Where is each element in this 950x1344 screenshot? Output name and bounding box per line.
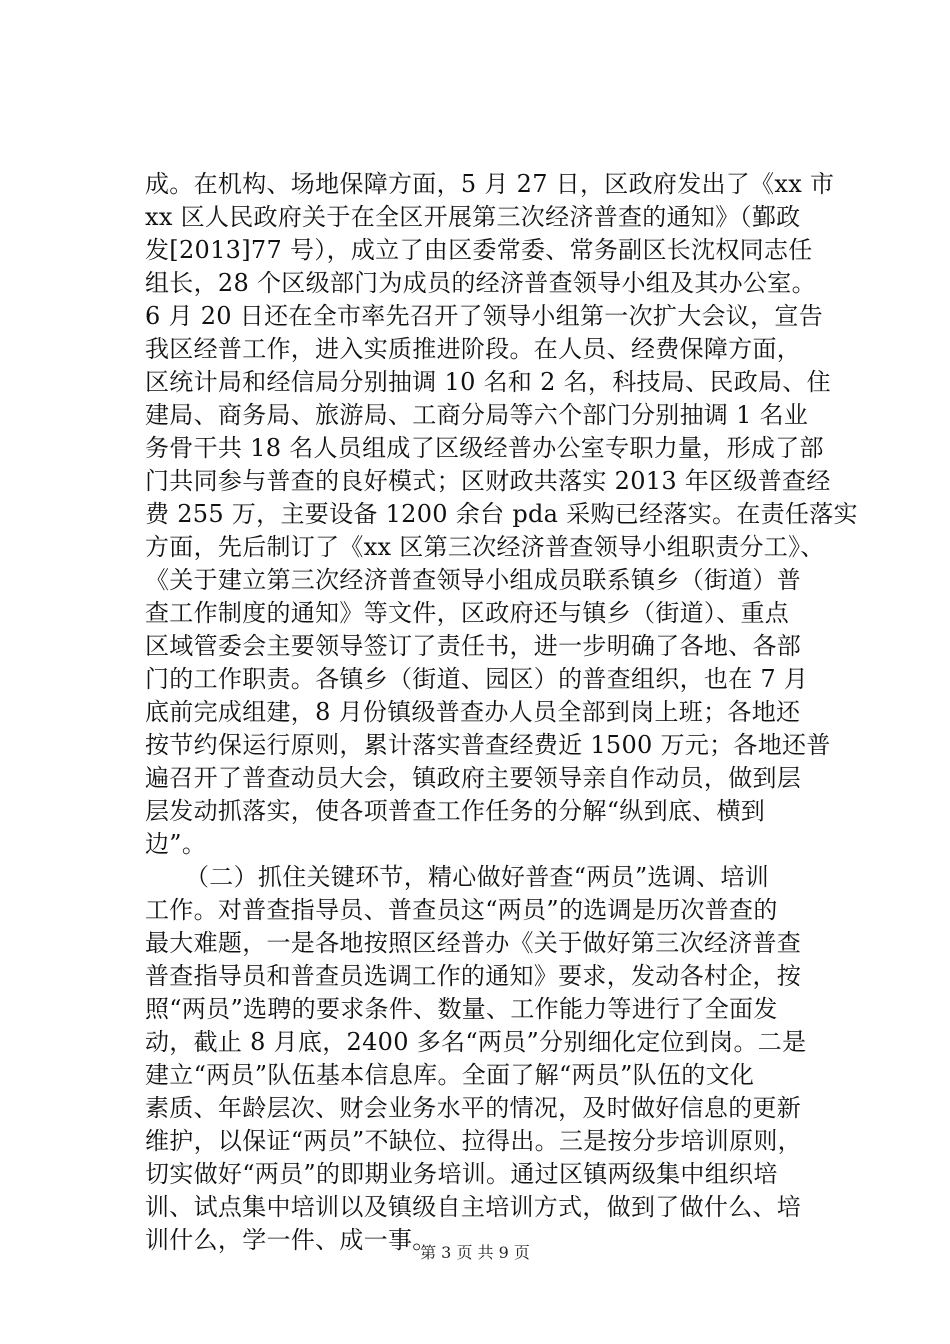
text-line: 门共同参与普查的良好模式；区财政共落实 2013 年区级普查经 bbox=[145, 467, 831, 495]
text-line: 方面，先后制订了《xx 区第三次经济普查领导小组职责分工》、 bbox=[145, 533, 825, 561]
body-text bbox=[145, 168, 858, 1257]
text-line: 训、试点集中培训以及镇级自主培训方式，做到了做什么、培 bbox=[145, 1193, 802, 1221]
text-line: 我区经普工作，进入实质推进阶段。在人员、经费保障方面， bbox=[145, 335, 802, 363]
text-line: 建局、商务局、旅游局、工商分局等六个部门分别抽调 1 名业 bbox=[145, 401, 809, 429]
text-line: 组长，28 个区级部门为成员的经济普查领导小组及其办公室。 bbox=[145, 269, 816, 297]
text-line: 素质、年龄层次、财会业务水平的情况，及时做好信息的更新 bbox=[145, 1094, 802, 1122]
text-line: 查工作制度的通知》等文件，区政府还与镇乡（街道）、重点 bbox=[145, 599, 790, 627]
text-line: 切实做好“两员”的即期业务培训。通过区镇两级集中组织培 bbox=[145, 1160, 778, 1188]
text-line: xx 区人民政府关于在全区开展第三次经济普查的通知》（鄞政 bbox=[145, 203, 801, 231]
text-line: 区统计局和经信局分别抽调 10 名和 2 名，科技局、民政局、住 bbox=[145, 368, 831, 396]
text-line: 边”。 bbox=[145, 830, 207, 858]
text-line: 遍召开了普查动员大会，镇政府主要领导亲自作动员，做到层 bbox=[145, 764, 802, 792]
text-line: 维护，以保证“两员”不缺位、拉得出。三是按分步培训原则， bbox=[145, 1127, 802, 1155]
page-footer: 第 3 页 共 9 页 bbox=[420, 1243, 530, 1262]
text-line: 费 255 万，主要设备 1200 余台 pda 采购已经落实。在责任落实 bbox=[145, 500, 858, 528]
text-line: 区域管委会主要领导签订了责任书，进一步明确了各地、各部 bbox=[145, 632, 802, 660]
text-line: 6 月 20 日还在全市率先召开了领导小组第一次扩大会议，宣告 bbox=[145, 302, 823, 330]
text-line: 普查指导员和普查员选调工作的通知》要求，发动各村企，按 bbox=[145, 962, 802, 990]
text-line: 《关于建立第三次经济普查领导小组成员联系镇乡（街道）普 bbox=[145, 566, 802, 594]
text-line: 照“两员”选聘的要求条件、数量、工作能力等进行了全面发 bbox=[145, 995, 778, 1023]
text-line: 务骨干共 18 名人员组成了区级经普办公室专职力量，形成了部 bbox=[145, 434, 824, 462]
text-line: 底前完成组建，8 月份镇级普查办人员全部到岗上班；各地还 bbox=[145, 698, 801, 726]
text-line: 训什么，学一件、成一事。 bbox=[145, 1226, 437, 1254]
text-line: 层发动抓落实，使各项普查工作任务的分解“纵到底、横到 bbox=[145, 797, 766, 825]
text-line: 建立“两员”队伍基本信息库。全面了解“两员”队伍的文化 bbox=[145, 1061, 755, 1089]
paragraph-start-line: （二）抓住关键环节，精心做好普查“两员”选调、培训 bbox=[185, 863, 770, 891]
text-line: 按节约保运行原则，累计落实普查经费近 1500 万元；各地还普 bbox=[145, 731, 831, 759]
text-line: 工作。对普查指导员、普查员这“两员”的选调是历次普查的 bbox=[145, 896, 778, 924]
text-line: 发[2013]77 号），成立了由区委常委、常务副区长沈权同志任 bbox=[145, 236, 813, 264]
text-line: 动，截止 8 月底，2400 多名“两员”分别细化定位到岗。二是 bbox=[145, 1028, 807, 1056]
text-line: 最大难题，一是各地按照区经普办《关于做好第三次经济普查 bbox=[145, 929, 802, 957]
text-line: 门的工作职责。各镇乡（街道、园区）的普查组织，也在 7 月 bbox=[145, 665, 809, 693]
text-line: 成。在机构、场地保障方面，5 月 27 日，区政府发出了《xx 市 bbox=[145, 170, 835, 198]
